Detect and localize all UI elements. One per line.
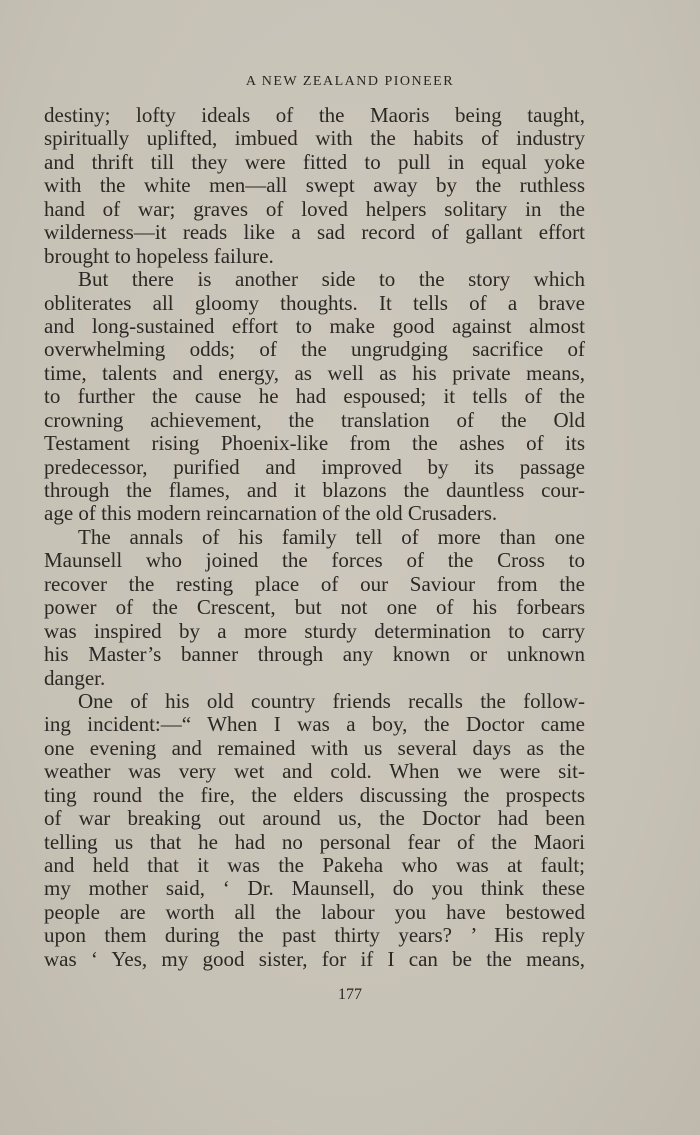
text-line: spiritually uplifted, imbued with the habits of industry (44, 126, 585, 151)
text-line: predecessor, purified and improved by its passage (44, 454, 585, 479)
text-line: through the flames, and it blazons the dauntless cour- (44, 478, 585, 502)
text-line: age of this modern reincarnation of the old Crusaders. (44, 501, 498, 526)
page-number: 177 (338, 986, 362, 1003)
text-line: One of his old country friends recalls the follow- (78, 688, 585, 713)
text-line: The annals of his family tell of more than one (78, 524, 585, 549)
text-line: Testament rising Phoenix-like from the ashes of its (44, 431, 585, 456)
text-line: crowning achievement, the translation of the Old (44, 407, 585, 432)
text-line: brought to hopeless failure. (44, 243, 274, 268)
text-line: and thrift till they were fitted to pull in equal yoke (44, 149, 585, 174)
text-line: ing incident:—“ When I was a boy, the Doctor came (44, 712, 585, 737)
text-line: my mother said, ‘ Dr. Maunsell, do you think these (44, 876, 585, 901)
body-text (44, 104, 585, 971)
text-line: wilderness—it reads like a sad record of gallant effort (44, 220, 585, 245)
text-line: obliterates all gloomy thoughts. It tells of a brave (44, 290, 585, 315)
text-line: Maunsell who joined the forces of the Cross to (44, 548, 585, 573)
text-line: power of the Crescent, but not one of his forbears (44, 595, 585, 620)
text-line: to further the cause he had espoused; it tells of the (44, 384, 585, 409)
text-line: people are worth all the labour you have bestowed (44, 899, 585, 924)
text-line: and held that it was the Pakeha who was at fault; (44, 853, 585, 877)
text-line: was ‘ Yes, my good sister, for if I can be the means, (44, 946, 585, 971)
text-line: one evening and remained with us several days as the (44, 735, 585, 760)
text-line: hand of war; graves of loved helpers solitary in the (44, 196, 585, 221)
text-line: weather was very wet and cold. When we were sit- (44, 759, 585, 784)
text-line: But there is another side to the story which (78, 267, 585, 292)
text-line: of war breaking out around us, the Doctor had been (44, 806, 585, 831)
text-line: destiny; lofty ideals of the Maoris being taught, (44, 103, 585, 127)
text-line: time, talents and energy, as well as his private means, (44, 360, 585, 385)
text-line: with the white men—all swept away by the ruthless (44, 173, 585, 198)
text-line: his Master’s banner through any known or unknown (44, 642, 585, 667)
text-line: overwhelming odds; of the ungrudging sacrifice of (44, 337, 585, 362)
text-line: recover the resting place of our Saviour from the (44, 571, 585, 596)
text-line: telling us that he had no personal fear of the Maori (44, 829, 585, 854)
text-line: and long-sustained effort to make good against almost (44, 313, 585, 338)
text-line: ting round the fire, the elders discussing the prospects (44, 782, 585, 807)
text-line: danger. (44, 665, 106, 690)
text-line: upon them during the past thirty years? ’ His reply (44, 923, 585, 948)
text-line: was inspired by a more sturdy determination to carry (44, 618, 585, 643)
running-head: A NEW ZEALAND PIONEER (245, 74, 455, 89)
